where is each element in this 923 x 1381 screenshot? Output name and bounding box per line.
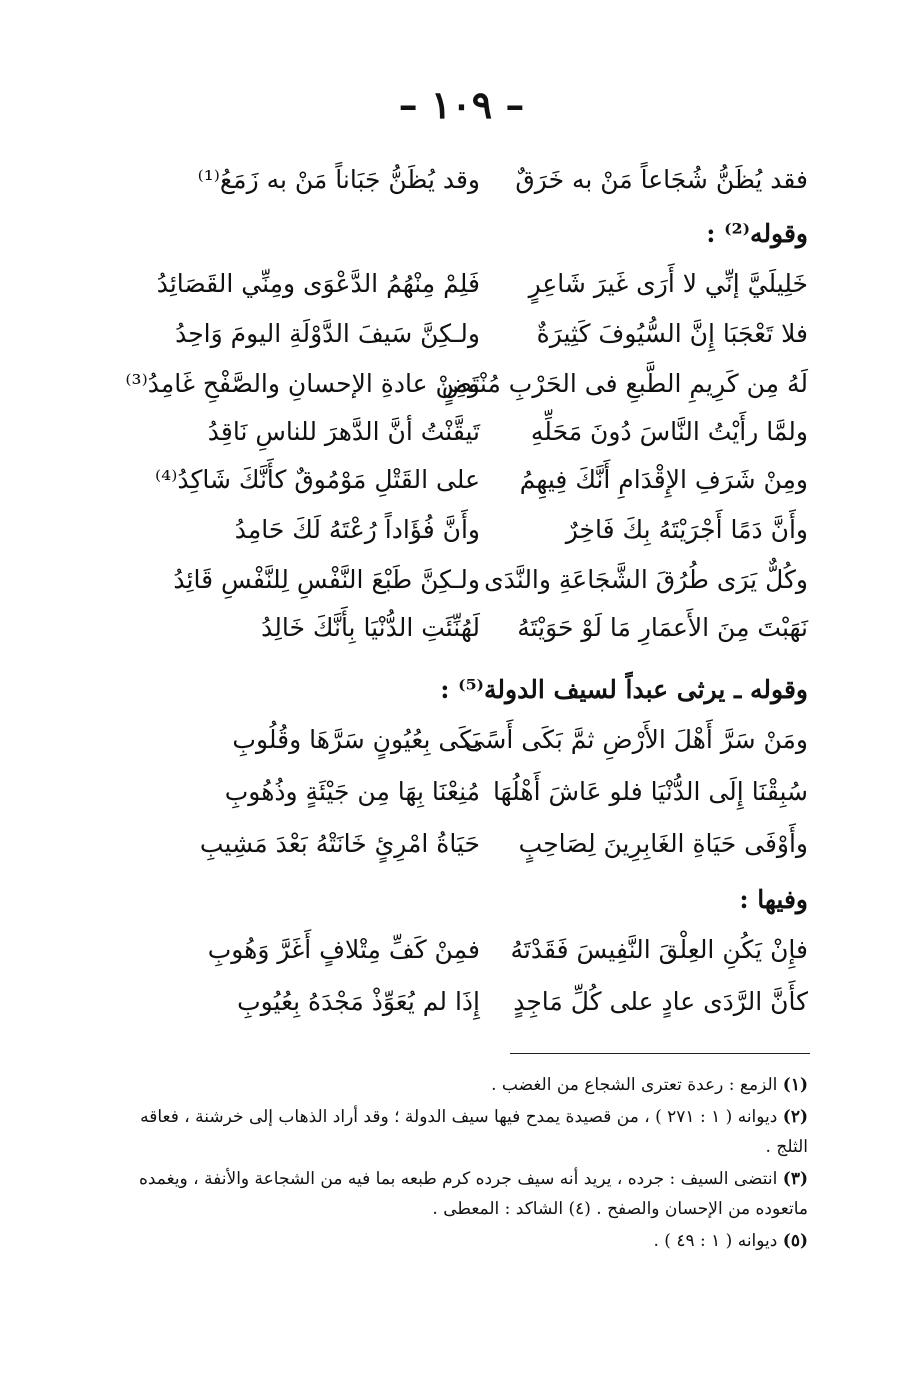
- verse-row: [0, 508, 923, 562]
- verse-second-hemistich: وأَنَّ فُؤَاداً رُعْتَهُ لَكَ حَامِدُ: [234, 515, 480, 544]
- verse-row: [0, 822, 923, 876]
- verse-row: [0, 458, 923, 512]
- footnote-number: (١): [782, 1075, 808, 1095]
- verse-first-hemistich: نَهَبْتَ مِنَ الأَعمَارِ مَا لَوْ حَوَيْتَهُ: [517, 613, 808, 642]
- verse-row: [0, 312, 923, 366]
- verse-first-hemistich: وأَنَّ دَمًا أَجْرَيْتَهُ بِكَ فَاخِرٌ: [565, 515, 808, 544]
- verse-row: [0, 718, 923, 772]
- verse-first-hemistich: كأَنَّ الرَّدَى عادٍ على كُلِّ مَاجِدٍ: [513, 987, 808, 1016]
- verse-first-hemistich: وكُلٌّ يَرَى طُرُقَ الشَّجَاعَةِ والنَّدَى: [484, 565, 808, 594]
- verse-second-hemistich: بَكَى بِعُيُونٍ سَرَّهَا وقُلُوبِ: [232, 725, 480, 754]
- verse-first-hemistich: لَهُ مِن كَرِيمِ الطَّبعِ فى الحَرْبِ مُنْتَضٍ: [441, 369, 808, 398]
- footnote-number: (٥): [782, 1231, 808, 1251]
- verse-second-hemistich: ولـكِنَّ سَيفَ الدَّوْلَةِ اليومَ وَاحِدُ: [175, 319, 480, 348]
- verse-row: [0, 928, 923, 982]
- footnote-text: ديوانه ( ١ : ٤٩ ) .: [653, 1231, 778, 1251]
- verse-first-hemistich: فلا تَعْجَبَا إِنَّ السُّيُوفَ كَثِيرَةٌ: [536, 319, 808, 348]
- verse-second-hemistich: ومِنْ عادةِ الإحسانِ والصَّفْحِ غَامِدُ⁽³⁾: [125, 369, 480, 398]
- verse-first-hemistich: ومِنْ شَرَفِ الإِقْدَامِ أَنَّكَ فِيهِمُ: [519, 465, 808, 494]
- verse-second-hemistich: ولـكِنَّ طَبْعَ النَّفْسِ لِلنَّفْسِ قَائِدُ: [173, 565, 480, 594]
- footnote: [108, 1070, 808, 1100]
- verse-row: [0, 980, 923, 1034]
- verse-row: [0, 558, 923, 612]
- footnote-text: انتضى السيف : جرده ، يريد أنه سيف جرده كرم طبعه بما فيه من الشجاعة والأنفة ، ويغمده ماتعوده من الإحسان والصفح . (٤) الشاكد : المعطى .: [138, 1169, 808, 1219]
- verse-first-hemistich: سُبِقْنَا إِلَى الدُّنْيَا فلو عَاشَ أَهْلُهَا: [493, 777, 808, 806]
- verse-row: [0, 770, 923, 824]
- poem-intro: وقوله ـ يرثى عبداً لسيف الدولة⁽⁵⁾ :: [440, 675, 808, 704]
- verse-row: [0, 262, 923, 316]
- footnote-text: ديوانه ( ١ : ٢٧١ ) ، من قصيدة يمدح فيها سيف الدولة ؛ وقد أراد الذهاب إلى خرشنة ، فعاقه الثلج .: [140, 1107, 808, 1157]
- verse-first-hemistich: فإِنْ يَكُنِ العِلْقَ النَّفِيسَ فَقَدْتَهُ: [510, 935, 808, 964]
- verse-second-hemistich: حَيَاةُ امْرِئٍ خَانَتْهُ بَعْدَ مَشِيبِ: [199, 829, 480, 858]
- footnote: [108, 1226, 808, 1256]
- verse-row: [0, 606, 923, 660]
- footnote: [108, 1102, 808, 1162]
- verse-second-hemistich: فمِنْ كَفِّ مِتْلافٍ أَغَرَّ وَهُوبِ: [207, 935, 480, 964]
- poem-intro: وفيها :: [739, 885, 808, 914]
- verse-row: [0, 362, 923, 416]
- verse-first-hemistich: وأَوْفَى حَيَاةِ الغَابِرِينَ لِصَاحِبٍ: [518, 829, 808, 858]
- footnote-text: الزمع : رعدة تعترى الشجاع من الغضب .: [491, 1075, 778, 1095]
- footnote: [108, 1164, 808, 1224]
- footnote-number: (٢): [782, 1107, 808, 1127]
- verse-second-hemistich: على القَتْلِ مَوْمُوقٌ كأَنَّكَ شَاكِدُ⁽⁴⁾: [155, 465, 480, 494]
- verse-first-hemistich: فقد يُظَنُّ شُجَاعاً مَنْ به خَرَقٌ: [515, 165, 808, 194]
- footnote-number: (٣): [782, 1169, 808, 1189]
- footnote-separator: [510, 1053, 810, 1054]
- verse-second-hemistich: فَلِمْ مِنْهُمُ الدَّعْوَى ومِنِّي القَصَائِدُ: [156, 269, 480, 298]
- verse-first-hemistich: ولمَّا رأَيْتُ النَّاسَ دُونَ مَحَلِّهِ: [530, 417, 808, 446]
- verse-row: [0, 158, 923, 212]
- verse-first-hemistich: خَلِيلَيَّ إنِّي لا أَرَى غَيرَ شَاعِرٍ: [528, 269, 808, 298]
- verse-second-hemistich: وقد يُظَنُّ جَبَاناً مَنْ به زَمَعُ⁽¹⁾: [197, 165, 480, 194]
- page-number: – ١٠٩ –: [398, 82, 525, 127]
- verse-row: [0, 410, 923, 464]
- verse-second-hemistich: إِذَا لم يُعَوِّذْ مَجْدَهُ بِعُيُوبِ: [237, 987, 480, 1016]
- verse-second-hemistich: تَيقَّنْتُ أنَّ الدَّهرَ للناسِ نَاقِدُ: [207, 417, 480, 446]
- verse-second-hemistich: لَهُنِّئَتِ الدُّنْيَا بِأَنَّكَ خَالِدُ: [261, 613, 480, 642]
- poem-intro: وقوله⁽²⁾ :: [706, 219, 808, 248]
- verse-second-hemistich: مُنِعْنَا بِهَا مِن جَيْئَةٍ وذُهُوبِ: [224, 777, 480, 806]
- footnotes: [108, 1068, 808, 1258]
- verse-first-hemistich: ومَنْ سَرَّ أَهْلَ الأَرْضِ ثمَّ بَكَى أَسًى: [464, 725, 808, 754]
